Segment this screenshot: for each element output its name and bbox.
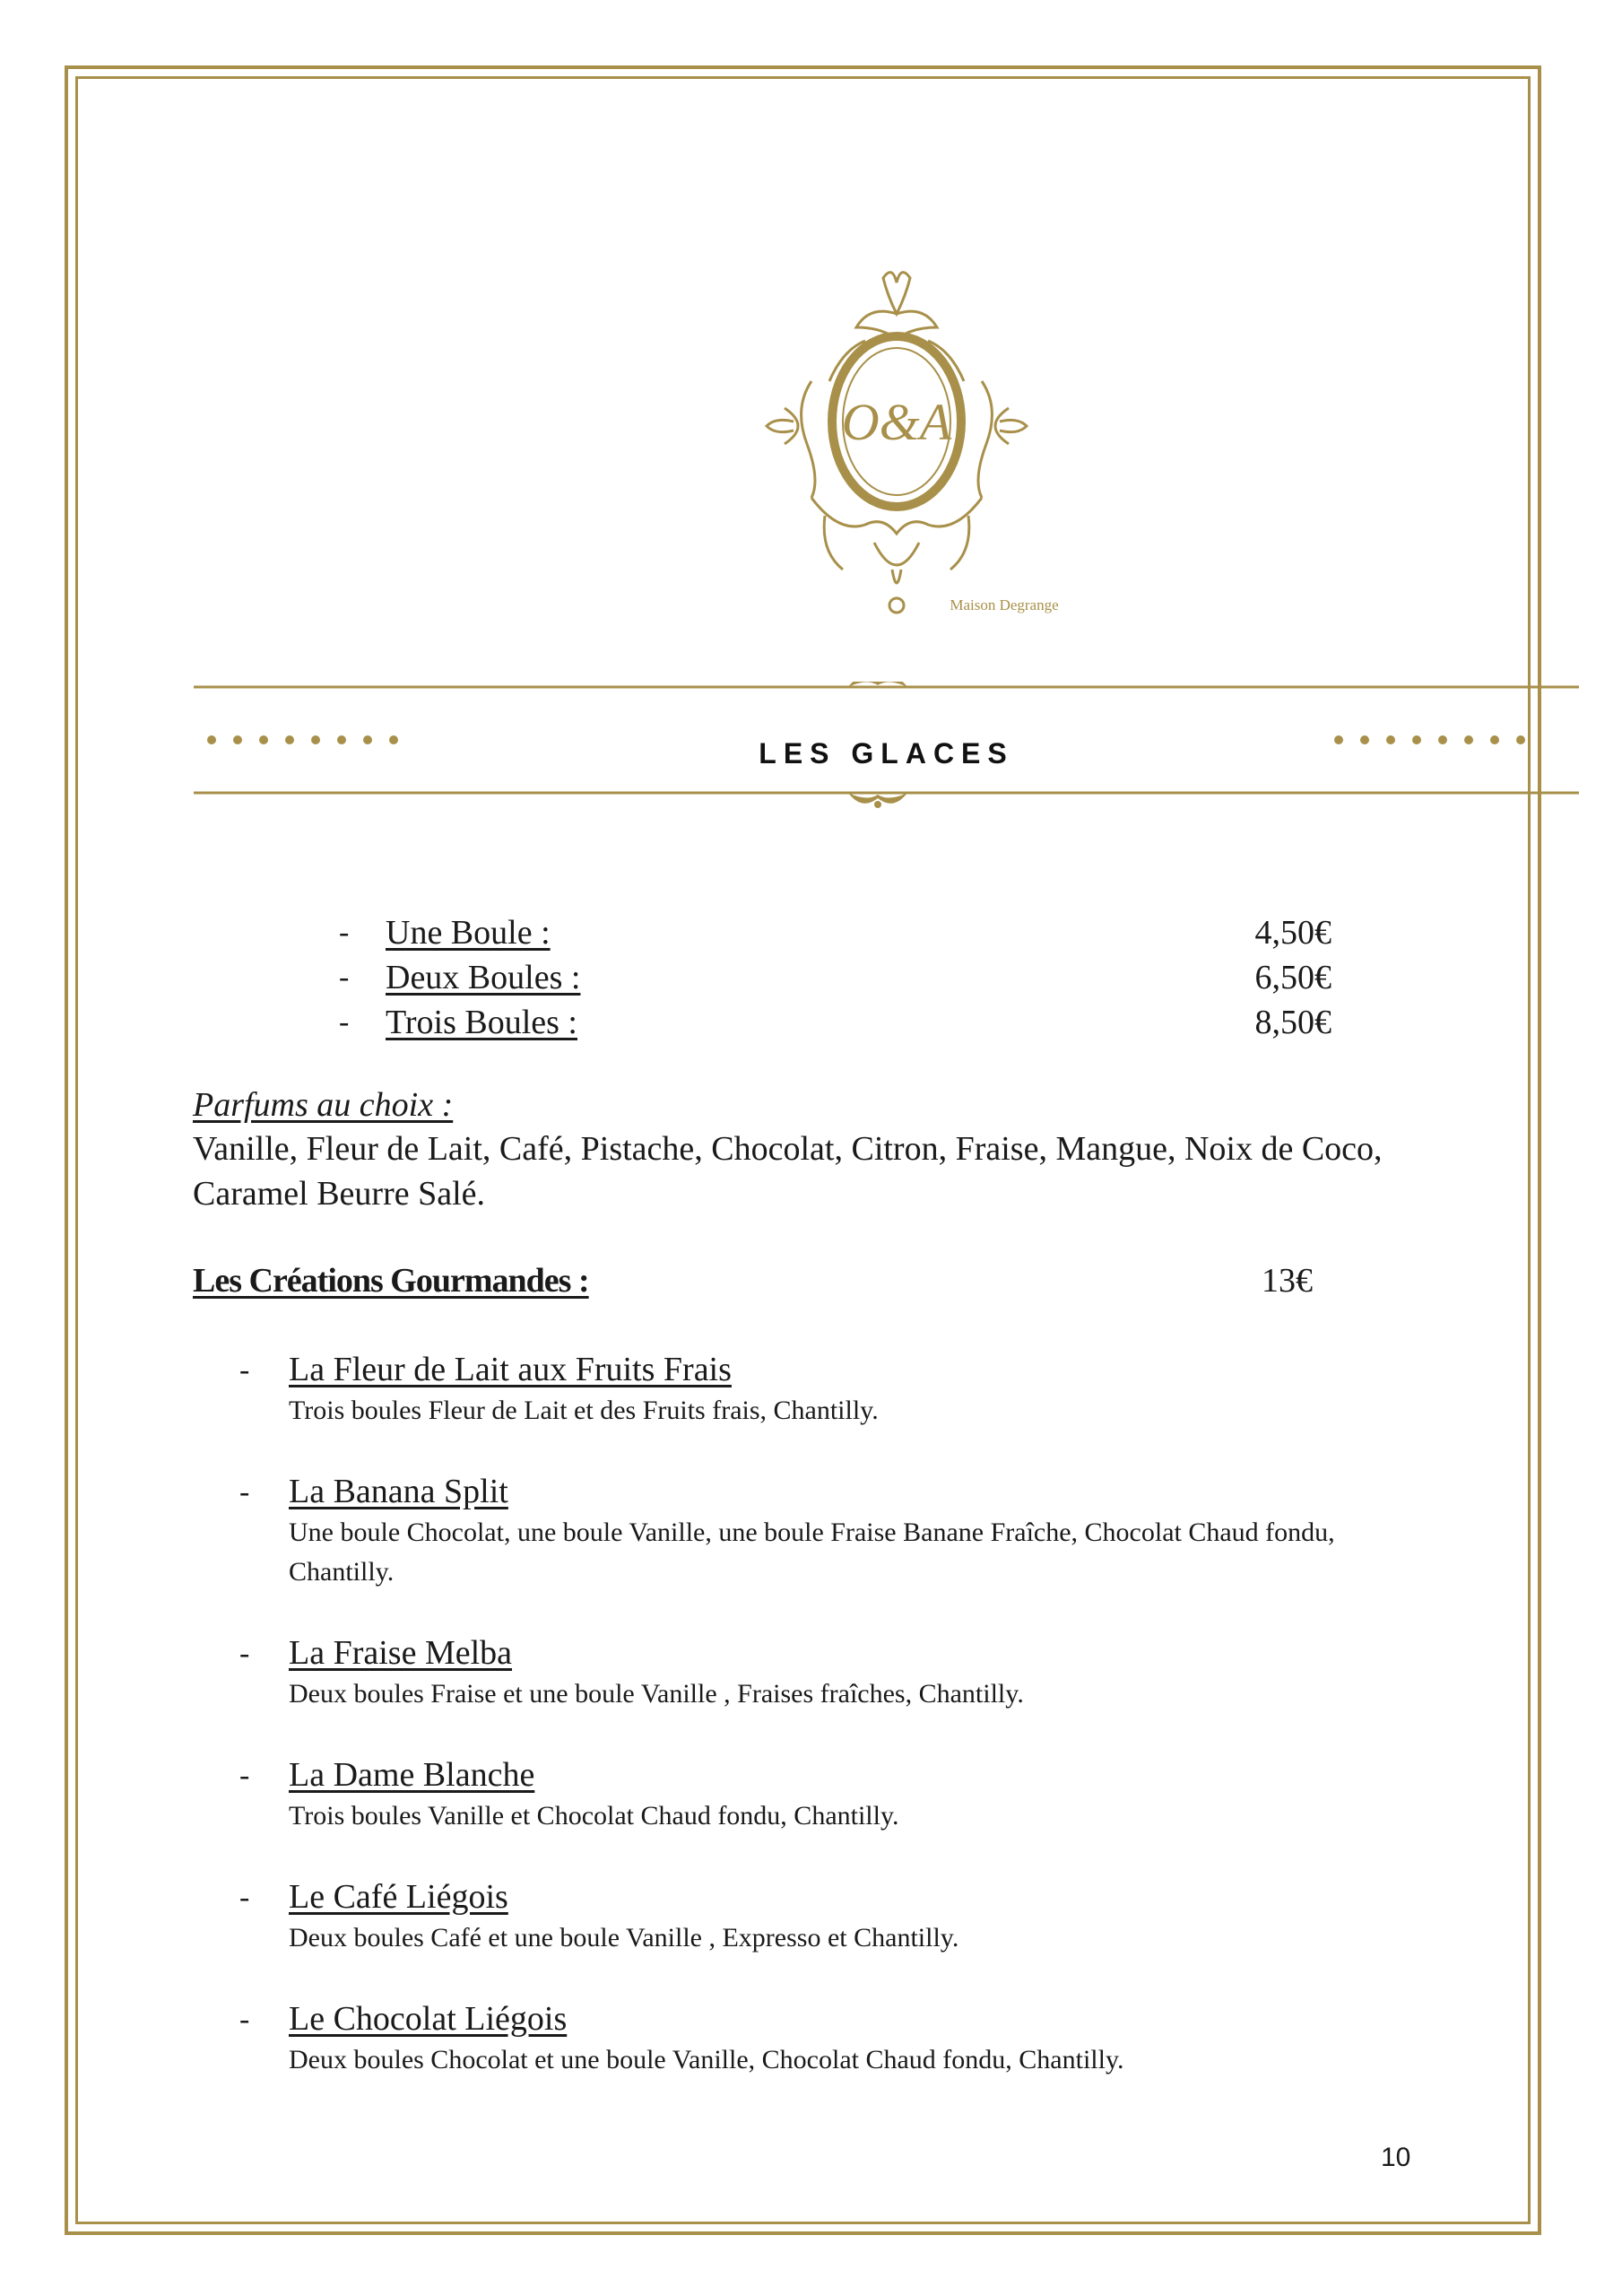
scoop-price-list [327,910,1331,1045]
price-label: Trois Boules : [386,1004,577,1041]
price-value: 8,50€ [1254,1004,1331,1041]
item-name: Le Chocolat Liégois [289,2000,568,2038]
list-item [239,1875,1441,1958]
list-item [239,1997,1441,2080]
list-item [239,1631,1441,1714]
price-value: 6,50€ [1254,959,1331,996]
list-dash: - [239,1759,250,1792]
price-row [327,955,1331,1000]
page-number: 10 [1381,2143,1411,2172]
list-item [239,1348,1441,1431]
section-banner [194,682,1579,825]
item-name: Le Café Liégois [289,1878,508,1916]
list-item [239,1470,1441,1592]
creations-heading: Les Créations Gourmandes : [193,1262,589,1300]
creations-price: 13€ [1262,1262,1313,1300]
section-title: LES GLACES [759,737,1014,770]
price-label: Deux Boules : [386,959,581,996]
list-dash: - [239,2003,250,2036]
item-name: La Banana Split [289,1473,508,1510]
crest-brand-text: Maison Degrange [950,596,1059,613]
item-description: Trois boules Fleur de Lait et des Fruits frais, Chantilly. [289,1396,879,1425]
list-dash: - [239,1637,250,1670]
list-dash: - [239,1475,250,1509]
list-dash: - [239,1881,250,1914]
price-row [327,910,1331,955]
flavours-heading: Parfums au choix : [193,1086,454,1124]
flavours-list: Vanille, Fleur de Lait, Café, Pistache, Chocolat, Citron, Fraise, Mangue, Noix de Coco, Caramel Beurre Salé. [193,1130,1383,1213]
item-name: La Fleur de Lait aux Fruits Frais [289,1351,732,1388]
price-label: Une Boule : [386,914,551,952]
item-description: Deux boules Fraise et une boule Vanille , Fraises fraîches, Chantilly. [289,1679,1024,1709]
list-dash: - [339,916,350,949]
item-description: Deux boules Chocolat et une boule Vanille, Chocolat Chaud fondu, Chantilly. [289,2045,1124,2074]
price-row [327,1000,1331,1045]
maison-degrange-crest-logo [758,265,1089,641]
item-description: Une boule Chocolat, une boule Vanille, une boule Fraise Banane Fraîche, Chocolat Chaud fondu, Chantilly. [289,1518,1335,1587]
list-item [239,1753,1441,1836]
item-name: La Dame Blanche [289,1756,535,1794]
list-dash: - [239,1353,250,1387]
list-dash: - [339,1005,350,1039]
price-value: 4,50€ [1254,914,1331,952]
list-dash: - [339,961,350,994]
item-name: La Fraise Melba [289,1634,513,1672]
item-description: Deux boules Café et une boule Vanille , Expresso et Chantilly. [289,1923,959,1952]
creations-list [239,1348,1441,2119]
crest-monogram: O&A [841,393,952,451]
item-description: Trois boules Vanille et Chocolat Chaud fondu, Chantilly. [289,1801,899,1831]
